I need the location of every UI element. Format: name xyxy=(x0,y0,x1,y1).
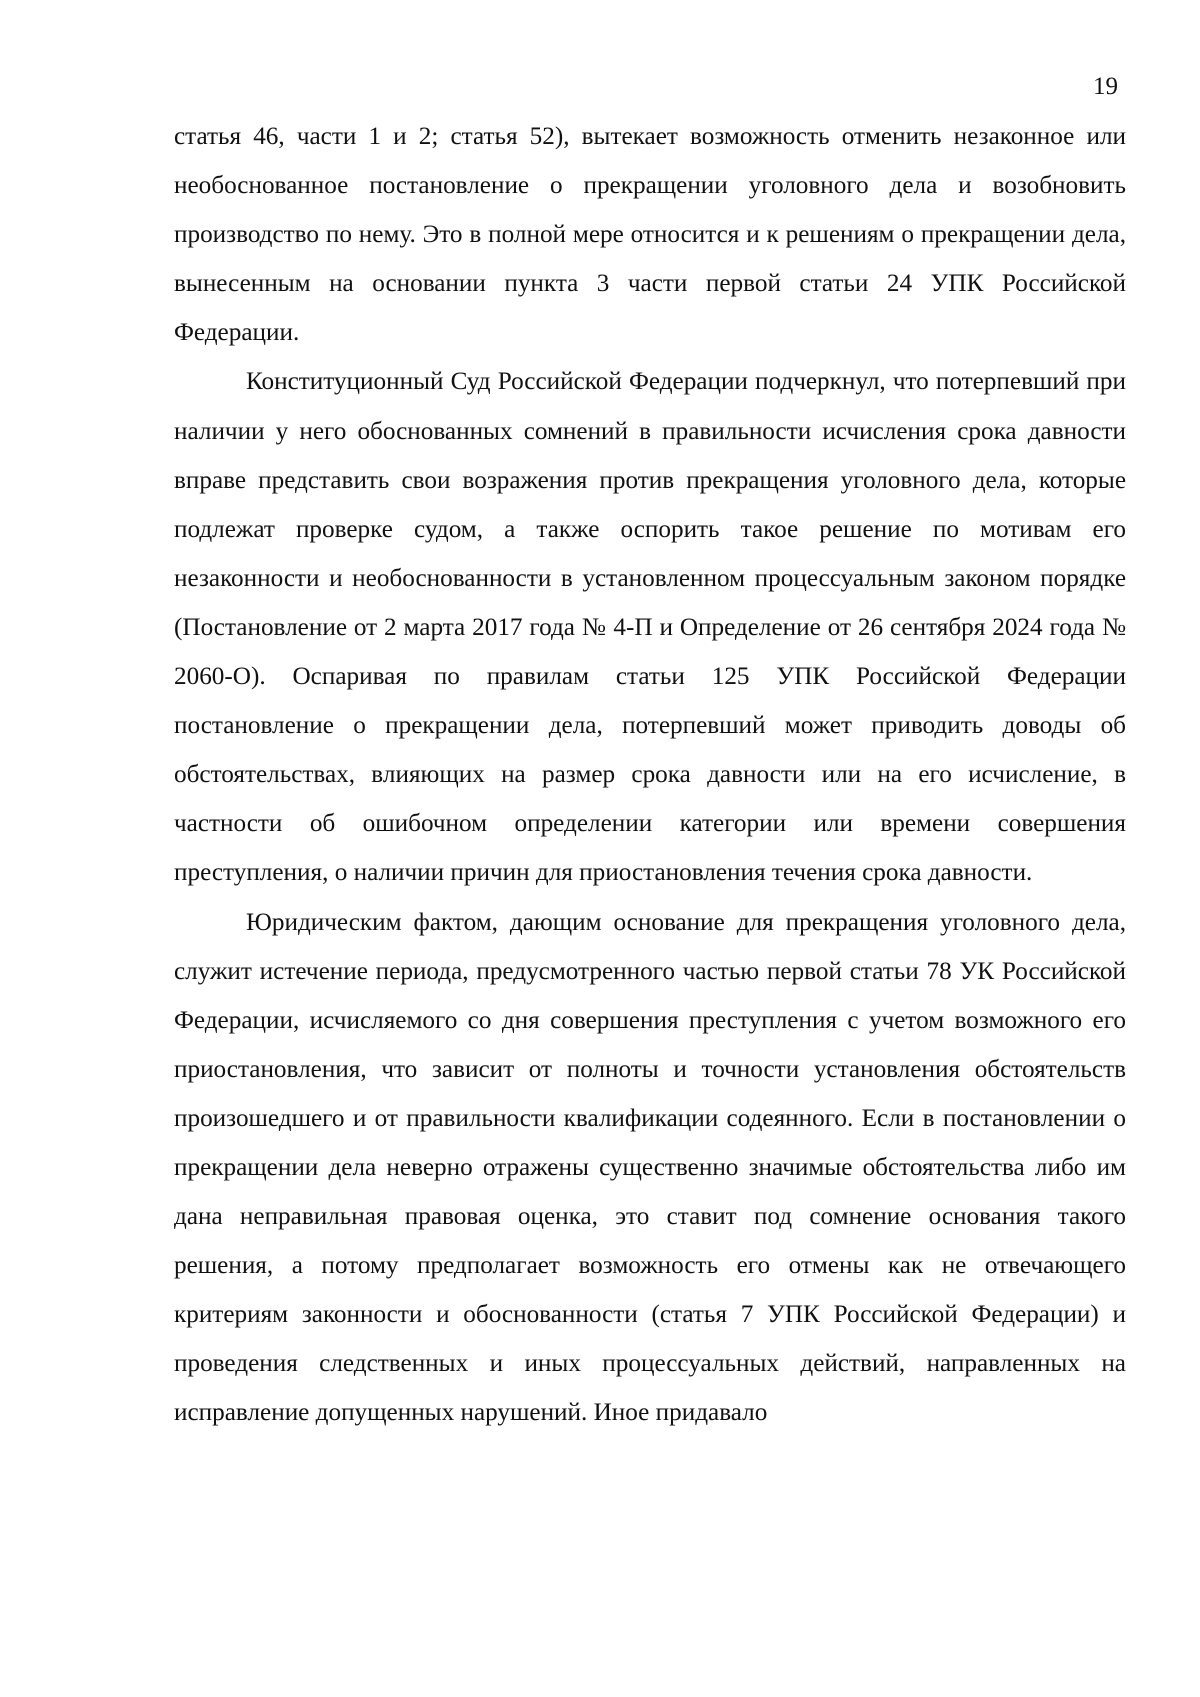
paragraph-constitutional-court: Конституционный Суд Российской Федерации подчеркнул, что потерпевший при наличии у него обоснованных сомнений в правильности исчисления срока давности вправе представить свои возражения против прекращения уголовного дела, которые подлежат проверке судом, а также оспорить такое решение по мотивам его незаконности и необоснованности в установленном процессуальным законом порядке (Постановление от 2 марта 2017 года № 4-П и Определение от 26 сентября 2024 года № 2060-О). Оспаривая по правилам статьи 125 УПК Российской Федерации постановление о прекращении дела, потерпевший может приводить доводы об обстоятельствах, влияющих на размер срока давности или на его исчисление, в частности об ошибочном определении категории или времени совершения преступления, о наличии причин для приостановления течения срока давности. xyxy=(174,368,1126,887)
page-number: 19 xyxy=(1093,73,1118,100)
paragraph-continuation: статья 46, части 1 и 2; статья 52), вытекает возможность отменить незаконное или необоснованное постановление о прекращении уголовного дела и возобновить производство по нему. Это в полной мере относится и к решениям о прекращении дела, вынесенным на основании пункта 3 части первой статьи 24 УПК Российской Федерации. xyxy=(174,123,1126,347)
paragraph-legal-fact: Юридическим фактом, дающим основание для прекращения уголовного дела, служит истечение периода, предусмотренного частью первой статьи 78 УК Российской Федерации, исчисляемого со дня совершения преступления с учетом возможного его приостановления, что зависит от полноты и точности установления обстоятельств произошедшего и от правильности квалификации содеянного. Если в постановлении о прекращении дела неверно отражены существенно значимые обстоятельства либо им дана неправильная правовая оценка, это ставит под сомнение основания такого решения, а потому предполагает возможность его отмены как не отвечающего критериям законности и обоснованности (статья 7 УПК Российской Федерации) и проведения следственных и иных процессуальных действий, направленных на исправление допущенных нарушений. Иное придавало xyxy=(174,908,1126,1427)
document-body xyxy=(174,112,1126,1438)
